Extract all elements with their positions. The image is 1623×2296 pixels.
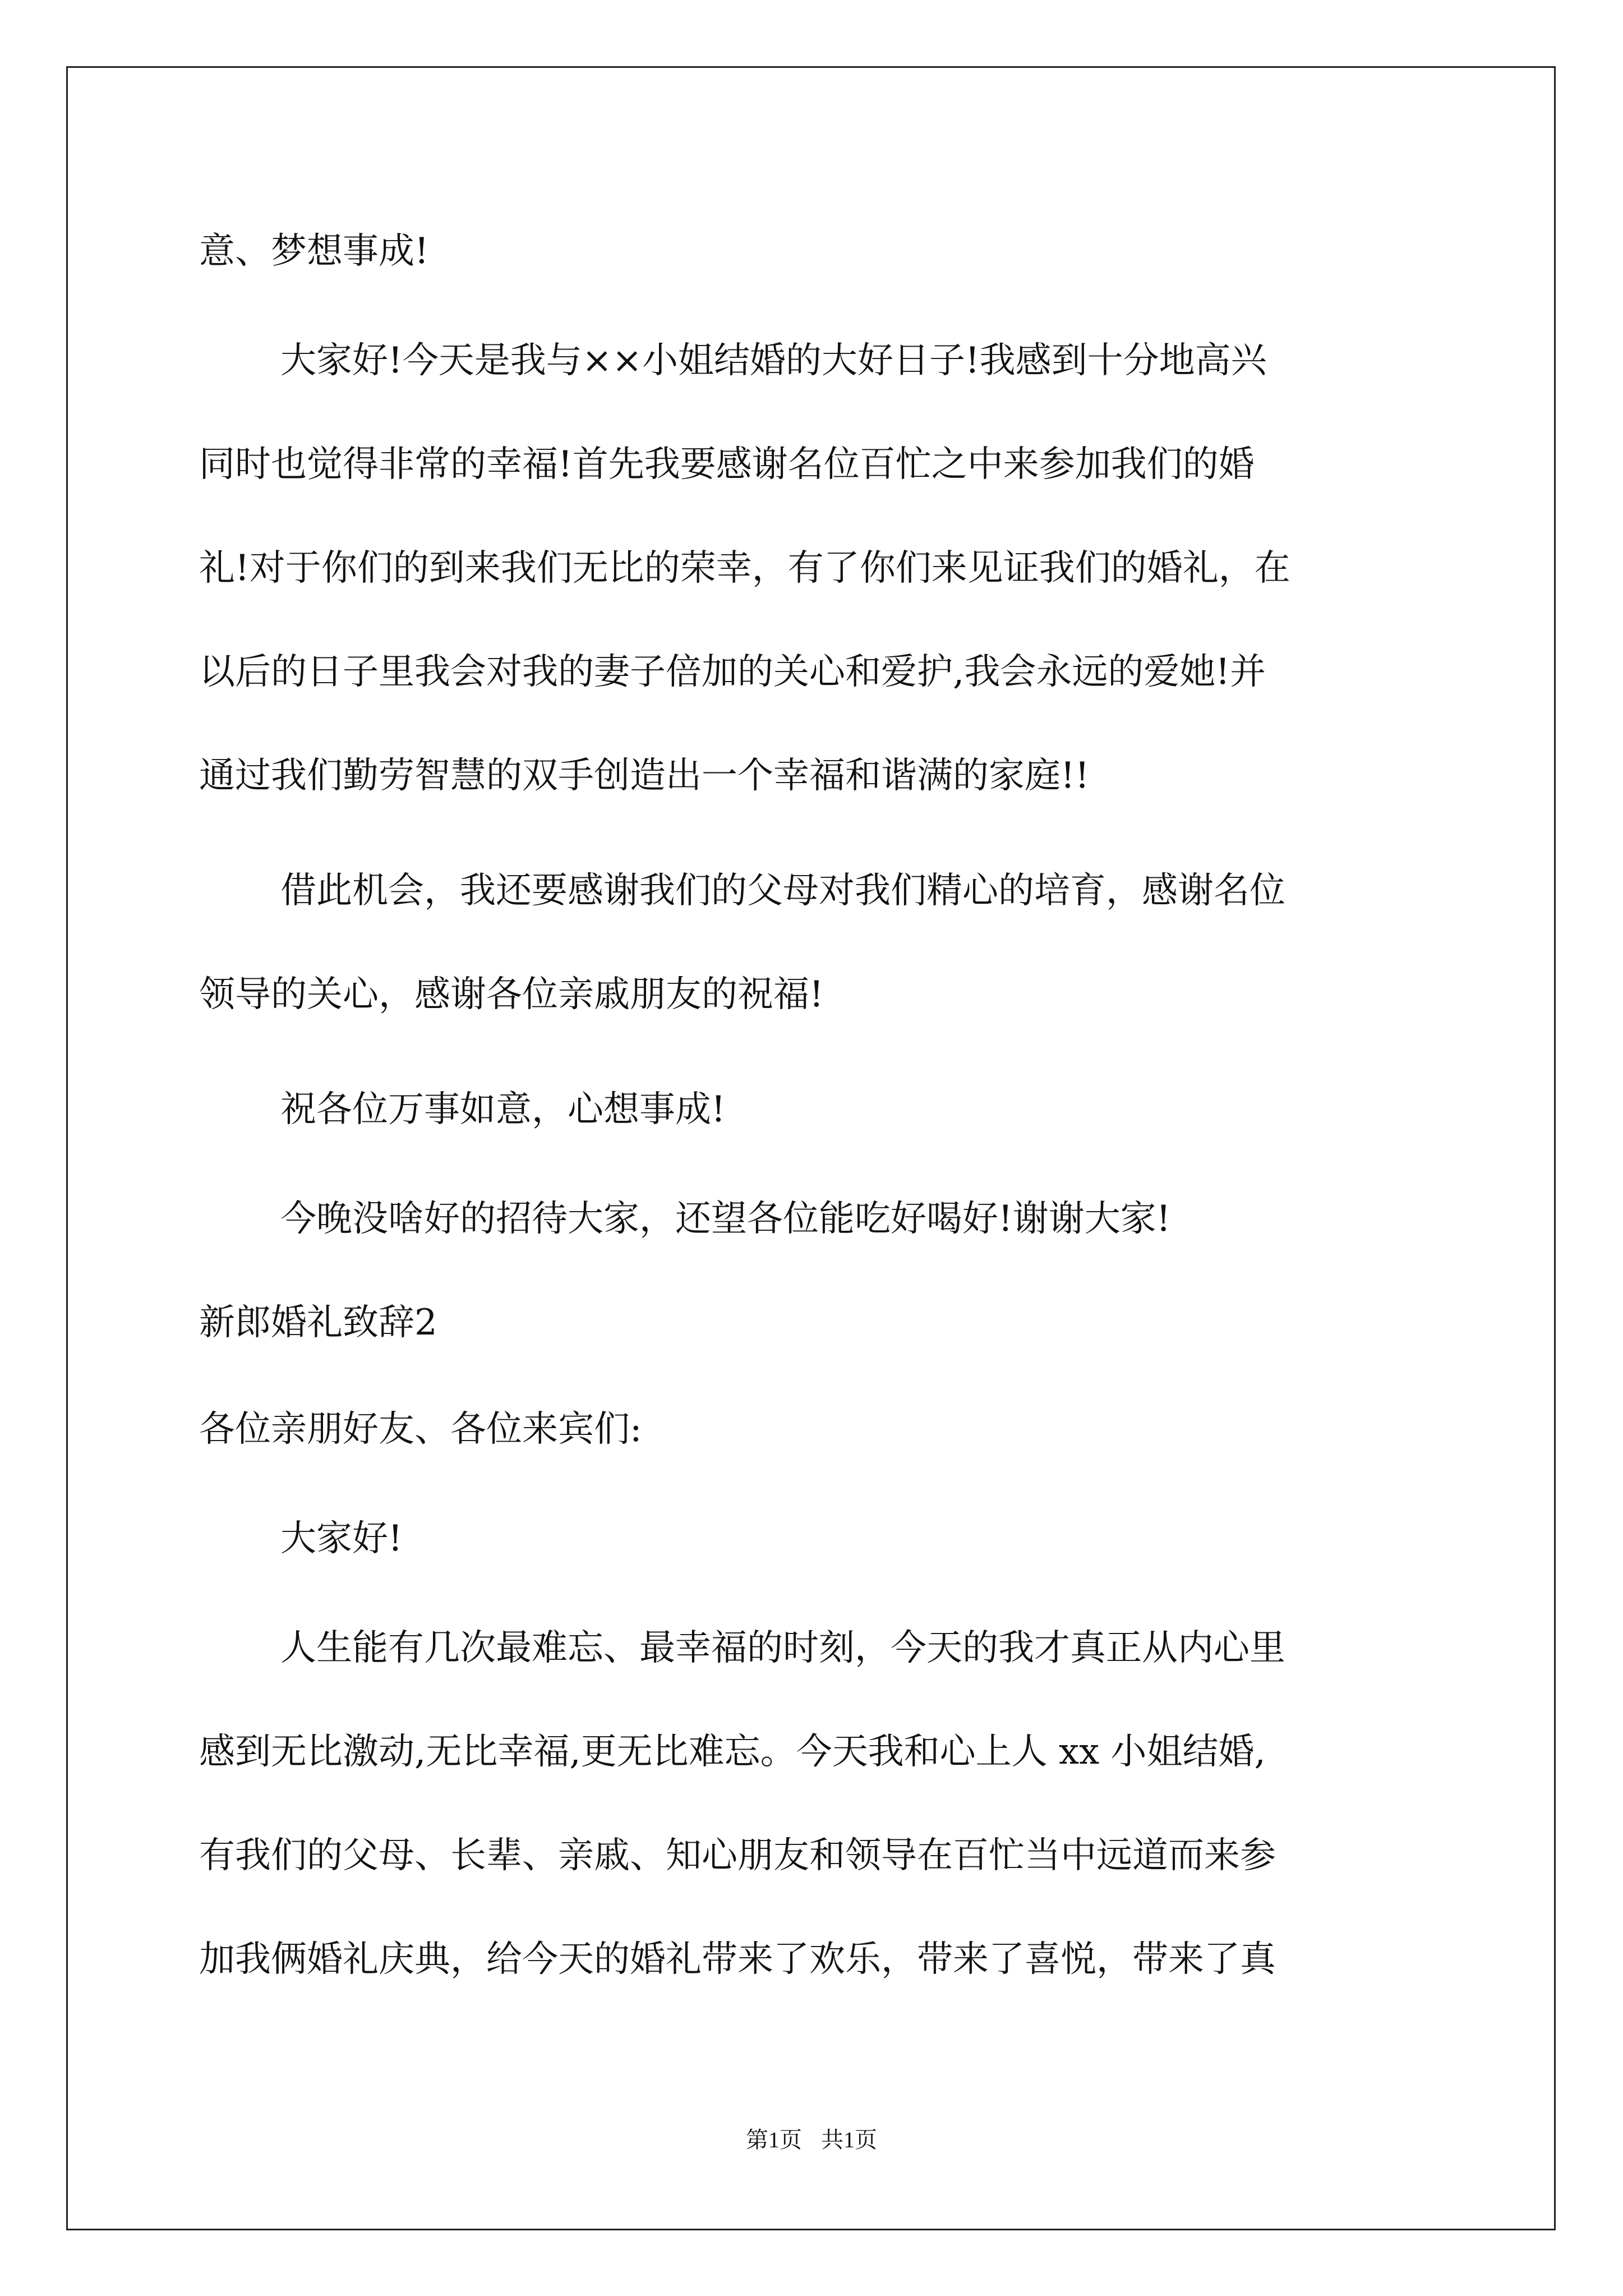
text-line-1: 意、梦想事成! [199,231,429,272]
text-line-16: 有我们的父母、长辈、亲戚、知心朋友和领导在百忙当中远道而来参 [199,1835,1276,1876]
paragraph-closing: 今晚没啥好的招待大家，还望各位能吃好喝好!谢谢大家! [280,1198,1171,1240]
text-line-6: 通过我们勤劳智慧的双手创造出一个幸福和谐满的家庭!! [199,755,1090,797]
text-line-5: 以后的日子里我会对我的妻子倍加的关心和爱护,我会永远的爱她!并 [199,651,1266,693]
page-number: 第1页 [746,2127,802,2152]
page-footer [0,2126,1623,2154]
paragraph-wishes: 祝各位万事如意，心想事成! [280,1089,726,1130]
paragraph-thanks: 借此机会，我还要感谢我们的父母对我们精心的培育，感谢名位 [280,870,1285,912]
text-line-17: 加我俩婚礼庆典，给今天的婚礼带来了欢乐，带来了喜悦，带来了真 [199,1939,1276,1980]
text-line-4: 礼!对于你们的到来我们无比的荣幸，有了你们来见证我们的婚礼，在 [199,547,1290,589]
paragraph-greeting: 大家好!今天是我与××小姐结婚的大好日子!我感到十分地高兴 [280,340,1267,381]
salutation: 各位亲朋好友、各位来宾们: [199,1409,642,1450]
paragraph-hello: 大家好! [280,1518,403,1559]
page-total: 共1页 [821,2127,877,2152]
text-line-3: 同时也觉得非常的幸福!首先我要感谢名位百忙之中来参加我们的婚 [199,444,1255,485]
text-line-8: 领导的关心，感谢各位亲戚朋友的祝福! [199,974,824,1015]
text-line-15: 感到无比激动,无比幸福,更无比难忘。今天我和心上人 xx 小姐结婚, [199,1731,1266,1773]
page-border [66,66,1556,2230]
paragraph-speech: 人生能有几次最难忘、最幸福的时刻，今天的我才真正从内心里 [280,1627,1285,1669]
section-title: 新郎婚礼致辞2 [199,1302,437,1343]
